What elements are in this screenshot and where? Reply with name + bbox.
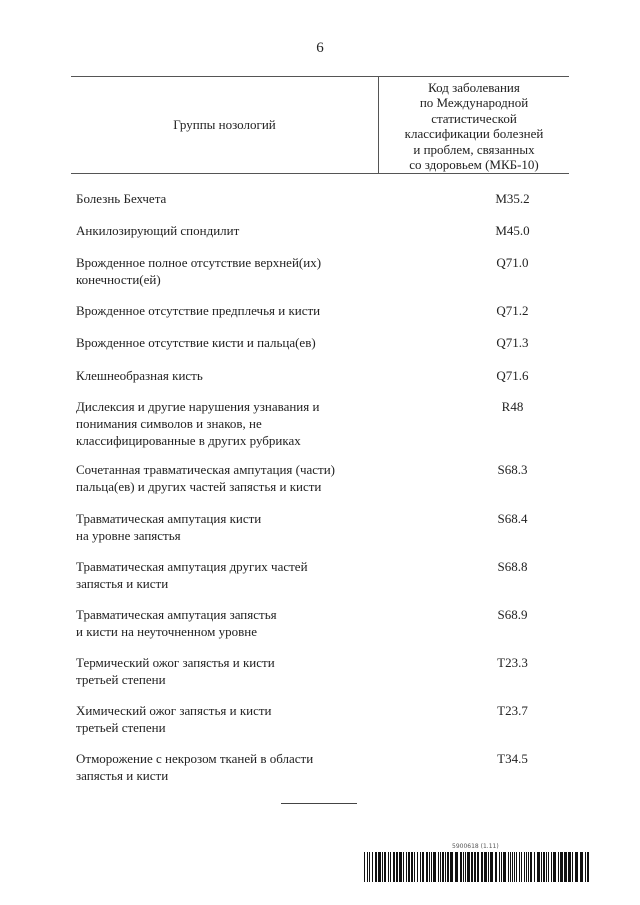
icd10-code: T23.3 — [497, 655, 528, 670]
icd10-code: S68.4 — [497, 511, 528, 526]
nosology-name: Врожденное отсутствие кисти и пальца(ев) — [76, 335, 316, 350]
table-row — [71, 510, 569, 544]
table-row — [71, 367, 569, 384]
nosology-name: Врожденное отсутствие предплечья и кисти — [76, 303, 321, 318]
barcode-number: 5900618 (1.11) — [452, 843, 499, 850]
icd10-code: S68.9 — [497, 607, 528, 622]
table-row — [71, 334, 569, 351]
header-nosology-groups: Группы нозологий — [173, 117, 276, 132]
icd10-code: M35.2 — [495, 191, 530, 206]
icd10-code: S68.8 — [497, 559, 528, 574]
nosology-name: Травматическая ампутация запястья и кисти на неуточненном уровне — [76, 607, 277, 639]
nosology-name: Сочетанная травматическая ампутация (части) пальца(ев) и других частей запястья и кисти — [76, 462, 336, 494]
icd10-code: T23.7 — [497, 703, 528, 718]
page-number: 6 — [316, 40, 324, 56]
nosology-table — [71, 76, 569, 783]
table-row — [71, 254, 569, 288]
table-row — [71, 302, 569, 319]
barcode-bars — [364, 852, 590, 882]
nosology-name: Травматическая ампутация кисти на уровне запястья — [76, 511, 262, 543]
icd10-code: R48 — [501, 399, 524, 414]
nosology-name: Болезнь Бехчета — [76, 191, 167, 206]
table-row — [71, 606, 569, 640]
barcode — [364, 843, 590, 885]
table-row — [71, 654, 569, 688]
table-row — [71, 702, 569, 736]
header-icd10-code — [378, 77, 569, 173]
icd10-code: S68.3 — [497, 462, 528, 477]
icd10-code: Q71.2 — [496, 303, 529, 318]
table-row — [71, 190, 569, 207]
icd10-code: T34.5 — [497, 751, 528, 766]
footer-rule — [281, 803, 357, 804]
icd10-code: Q71.3 — [496, 335, 529, 350]
nosology-name: Химический ожог запястья и кисти третьей степени — [76, 703, 272, 735]
nosology-name: Анкилозирующий спондилит — [76, 223, 240, 238]
icd10-code: M45.0 — [495, 223, 530, 238]
nosology-name: Отморожение с некрозом тканей в области запястья и кисти — [76, 751, 314, 783]
table-row — [71, 558, 569, 592]
nosology-name: Врожденное полное отсутствие верхней(их) конечности(ей) — [76, 255, 322, 287]
icd10-code: Q71.6 — [496, 368, 529, 383]
table-header — [71, 76, 569, 174]
icd10-code: Q71.0 — [496, 255, 529, 270]
nosology-name: Термический ожог запястья и кисти третьей степени — [76, 655, 275, 687]
table-row — [71, 222, 569, 239]
table-row — [71, 398, 569, 449]
header-icd10-code-text: Код заболевания по Международной статистической классификации болезней и проблем, связанных со здоровьем (МКБ-10) — [404, 79, 544, 172]
nosology-name: Травматическая ампутация других частей запястья и кисти — [76, 559, 308, 591]
nosology-name: Дислексия и другие нарушения узнавания и понимания символов и знаков, не классифицированные в других рубриках — [76, 399, 320, 448]
nosology-name: Клешнеобразная кисть — [76, 368, 203, 383]
table-row — [71, 750, 569, 784]
table-row — [71, 461, 569, 495]
